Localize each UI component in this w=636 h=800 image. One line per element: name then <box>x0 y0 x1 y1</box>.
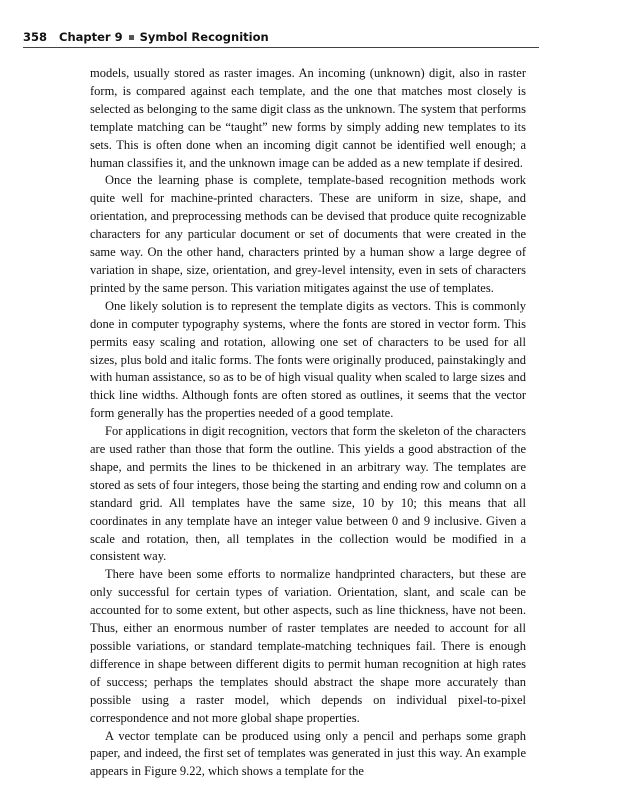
chapter-label: Chapter 9 <box>59 30 123 44</box>
body-text <box>90 65 526 781</box>
running-head <box>23 29 539 48</box>
header-separator <box>129 35 134 40</box>
chapter-title: Symbol Recognition <box>139 30 269 44</box>
page-number: 358 <box>23 30 48 44</box>
paragraph-1: models, usually stored as raster images. An incoming (unknown) digit, also in raster form, is compared against each template, and the one that matches most closely is selected as belonging to the same digit class as the unknown. The system that performs template matching can be “taught” new forms by simply adding new templates to its sets. This is often done when an incoming digit cannot be identified well enough; a human classifies it, and the unknown image can be added as a new template if desired. <box>90 66 526 170</box>
paragraph-5: There have been some efforts to normalize handprinted characters, but these are only successful for certain types of variation. Orientation, slant, and scale can be accounted for to some extent, but other aspects, such as line thickness, have not been. Thus, either an enormous number of raster templates are needed to account for all possible variations, or standard template-matching techniques fail. There is enough difference in shape between different digits to permit human recognition at high rates of success; perhaps the templates should abstract the shape more accurately than possible using a raster model, which depends on individual pixel-to-pixel correspondence and not more global shape properties. <box>90 567 526 725</box>
paragraph-3: One likely solution is to represent the template digits as vectors. This is commonly done in computer typography systems, where the fonts are stored in vector form. This permits easy scaling and rotation, allowing one set of characters to be used for all sizes, plus bold and italic forms. The fonts were originally produced, painstakingly and with human assistance, so as to be of high visual quality when scaled to large sizes and thick line widths. Although fonts are often stored as outlines, it seems that the vector form generally has the properties needed of a good template. <box>90 298 526 421</box>
paragraph-4: For applications in digit recognition, vectors that form the skeleton of the characters are used rather than those that form the outline. This yields a good abstraction of the shape, and permits the lines to be thickened in an arbitrary way. The templates are stored as sets of four integers, those being the starting and ending row and column on a standard grid. All templates have the same size, 10 by 10; this means that all coordinates in any template have an integer value between 0 and 9 inclusive. Given a scale and rotation, then, all templates in the collection would be modified in a consistent way. <box>90 424 526 564</box>
paragraph-6: A vector template can be produced using only a pencil and perhaps some graph paper, and indeed, the first set of templates was generated in just this way. An example appears in Figure 9.22, which shows a template for the <box>90 728 526 779</box>
paragraph-2: Once the learning phase is complete, template-based recognition methods work quite well for machine-printed characters. These are uniform in size, shape, and orientation, and preprocessing methods can be devised that produce quite recognizable characters for any particular document or set of documents that were created in the same way. On the other hand, characters printed by a human show a large degree of variation in shape, size, orientation, and grey-level intensity, even in sets of characters printed by the same person. This variation mitigates against the use of templates. <box>90 173 526 295</box>
